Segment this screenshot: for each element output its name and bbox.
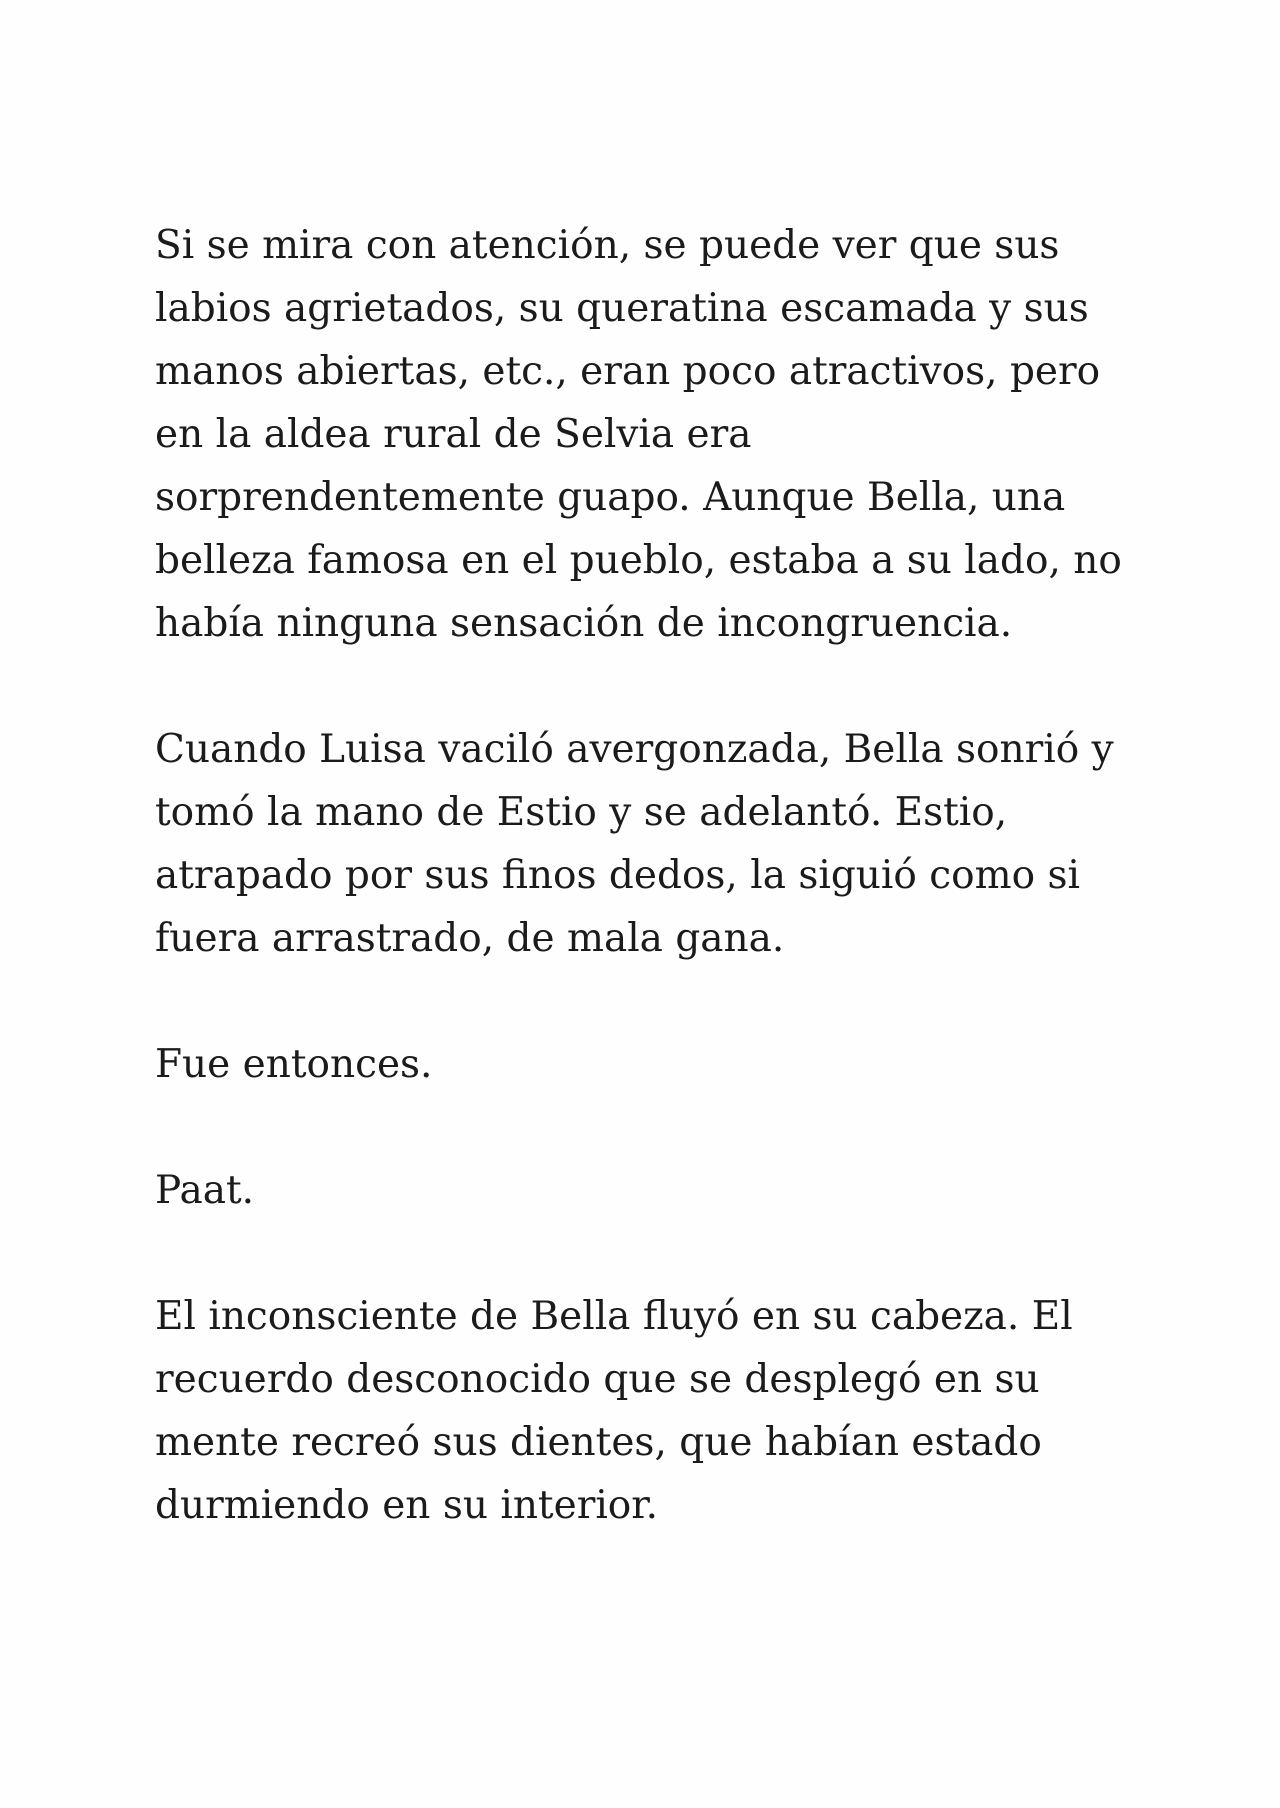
paragraph: Fue entonces. <box>155 1042 433 1087</box>
document-body <box>155 214 1145 1537</box>
paragraph: Paat. <box>155 1168 255 1213</box>
paragraph: El inconsciente de Bella fluyó en su cabeza. El recuerdo desconocido que se desplegó en su mente recreó sus dientes, que habían estado durmiendo en su interior. <box>155 1294 1073 1528</box>
paragraph: Si se mira con atención, se puede ver que sus labios agrietados, su queratina escamada y sus manos abiertas, etc., eran poco atractivos, pero en la aldea rural de Selvia era sorprendentemente guapo. Aunque Bella, una belleza famosa en el pueblo, estaba a su lado, no había ninguna sensación de incongruencia. <box>155 223 1122 646</box>
paragraph: Cuando Luisa vaciló avergonzada, Bella sonrió y tomó la mano de Estio y se adelantó. Estio, atrapado por sus finos dedos, la siguió como si fuera arrastrado, de mala gana. <box>155 727 1114 961</box>
